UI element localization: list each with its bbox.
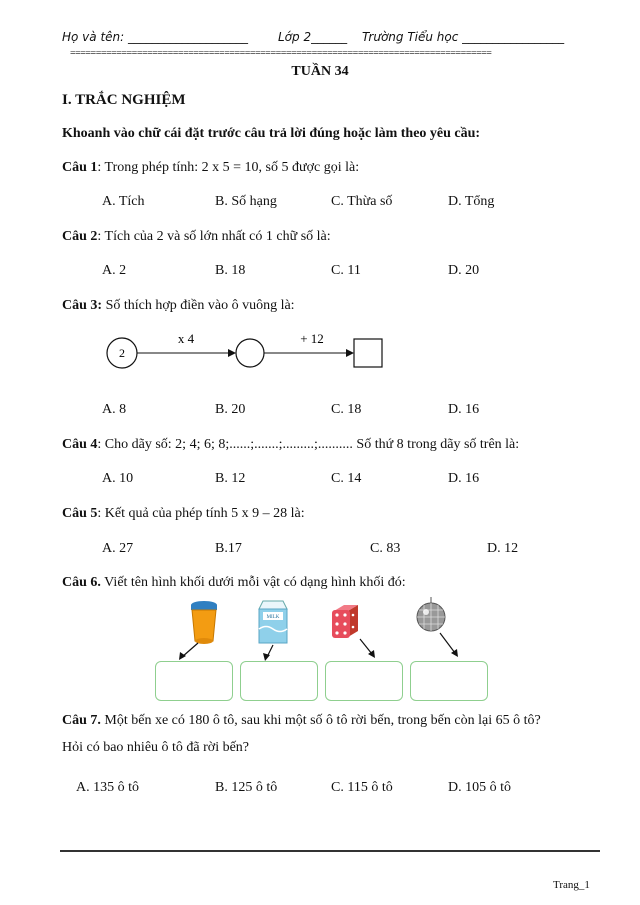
dice-image: [332, 605, 358, 638]
q5-option-a[interactable]: A. 27: [102, 541, 134, 556]
question-2: Câu 2: Tích của 2 và số lớn nhất có 1 chữ số là:: [62, 229, 331, 244]
solid-shapes-pictures: [150, 597, 500, 663]
instruction: Khoanh vào chữ cái đặt trước câu trả lời đúng hoặc làm theo yêu cầu:: [62, 126, 481, 141]
number-chain-diagram: [100, 325, 400, 375]
q7-option-a[interactable]: A. 135 ô tô: [76, 780, 139, 795]
question-6: Câu 6. Viết tên hình khối dưới mỗi vật có dạng hình khối đó:: [62, 575, 406, 590]
cup-arrow: [182, 643, 198, 657]
answer-box-1[interactable]: [155, 661, 233, 701]
q4-option-c[interactable]: C. 14: [331, 471, 362, 486]
q2-option-c[interactable]: C. 11: [331, 263, 361, 278]
q2-option-a[interactable]: A. 2: [102, 263, 127, 278]
arrow-1-head: [228, 349, 236, 357]
q3-option-a[interactable]: A. 8: [102, 402, 127, 417]
q5-option-c[interactable]: C. 83: [370, 541, 401, 556]
question-7: Câu 7. Một bến xe có 180 ô tô, sau khi một số ô tô rời bến, trong bến còn lại 65 ô tô?: [62, 713, 541, 728]
operation-2: + 12: [300, 331, 324, 346]
answer-box-4[interactable]: [410, 661, 488, 701]
q7-option-d[interactable]: D. 105 ô tô: [448, 780, 511, 795]
q5-option-d[interactable]: D. 12: [487, 541, 519, 556]
milk-carton-image: [259, 601, 287, 643]
week-title: TUẦN 34: [291, 64, 349, 79]
name-field-label: Họ và tên: ____________________: [62, 30, 248, 44]
q1-option-c[interactable]: C. Thừa số: [331, 194, 393, 209]
q4-option-b[interactable]: B. 12: [215, 471, 246, 486]
question-7-line-2: Hỏi có bao nhiêu ô tô đã rời bến?: [62, 740, 250, 755]
start-number: 2: [119, 346, 125, 360]
middle-circle[interactable]: [236, 339, 264, 367]
answer-box-3[interactable]: [325, 661, 403, 701]
answer-square[interactable]: [354, 339, 382, 367]
answer-box-2[interactable]: [240, 661, 318, 701]
cup-image: [191, 601, 217, 644]
dice-arrow: [360, 639, 372, 654]
class-field-label: Lớp 2______: [278, 30, 348, 44]
q4-option-a[interactable]: A. 10: [102, 471, 134, 486]
q4-option-d[interactable]: D. 16: [448, 471, 480, 486]
section-title: I. TRẮC NGHIỆM: [62, 92, 186, 108]
operation-1: x 4: [177, 331, 195, 346]
q7-option-b[interactable]: B. 125 ô tô: [215, 780, 278, 795]
ball-arrow: [440, 633, 455, 653]
question-3: Câu 3: Số thích hợp điền vào ô vuông là:: [62, 298, 295, 313]
question-4: Câu 4: Cho dãy số: 2; 4; 6; 8;......;.......;.........;.......... Số thứ 8 trong dãy số trên là:: [62, 437, 520, 452]
q3-option-b[interactable]: B. 20: [215, 402, 246, 417]
question-5: Câu 5: Kết quả của phép tính 5 x 9 – 28 là:: [62, 506, 305, 521]
svg-text:MILK: MILK: [266, 615, 280, 620]
q3-option-d[interactable]: D. 16: [448, 402, 480, 417]
q3-option-c[interactable]: C. 18: [331, 402, 362, 417]
q2-option-d[interactable]: D. 20: [448, 263, 480, 278]
page-number: Trang_1: [553, 879, 590, 891]
q1-option-b[interactable]: B. Số hạng: [215, 194, 277, 209]
q1-option-a[interactable]: A. Tích: [102, 194, 145, 209]
q7-option-c[interactable]: C. 115 ô tô: [331, 780, 393, 795]
footer-rule: [60, 850, 600, 852]
school-field-label: Trường Tiểu học _________________: [362, 30, 565, 44]
disco-ball-image: [417, 597, 445, 631]
arrow-2-head: [346, 349, 354, 357]
q1-option-d[interactable]: D. Tổng: [448, 194, 495, 209]
header-divider: ==================================================================================: [70, 48, 492, 59]
q5-option-b[interactable]: B.17: [215, 541, 242, 556]
q2-option-b[interactable]: B. 18: [215, 263, 246, 278]
question-1: Câu 1: Trong phép tính: 2 x 5 = 10, số 5 được gọi là:: [62, 160, 360, 175]
